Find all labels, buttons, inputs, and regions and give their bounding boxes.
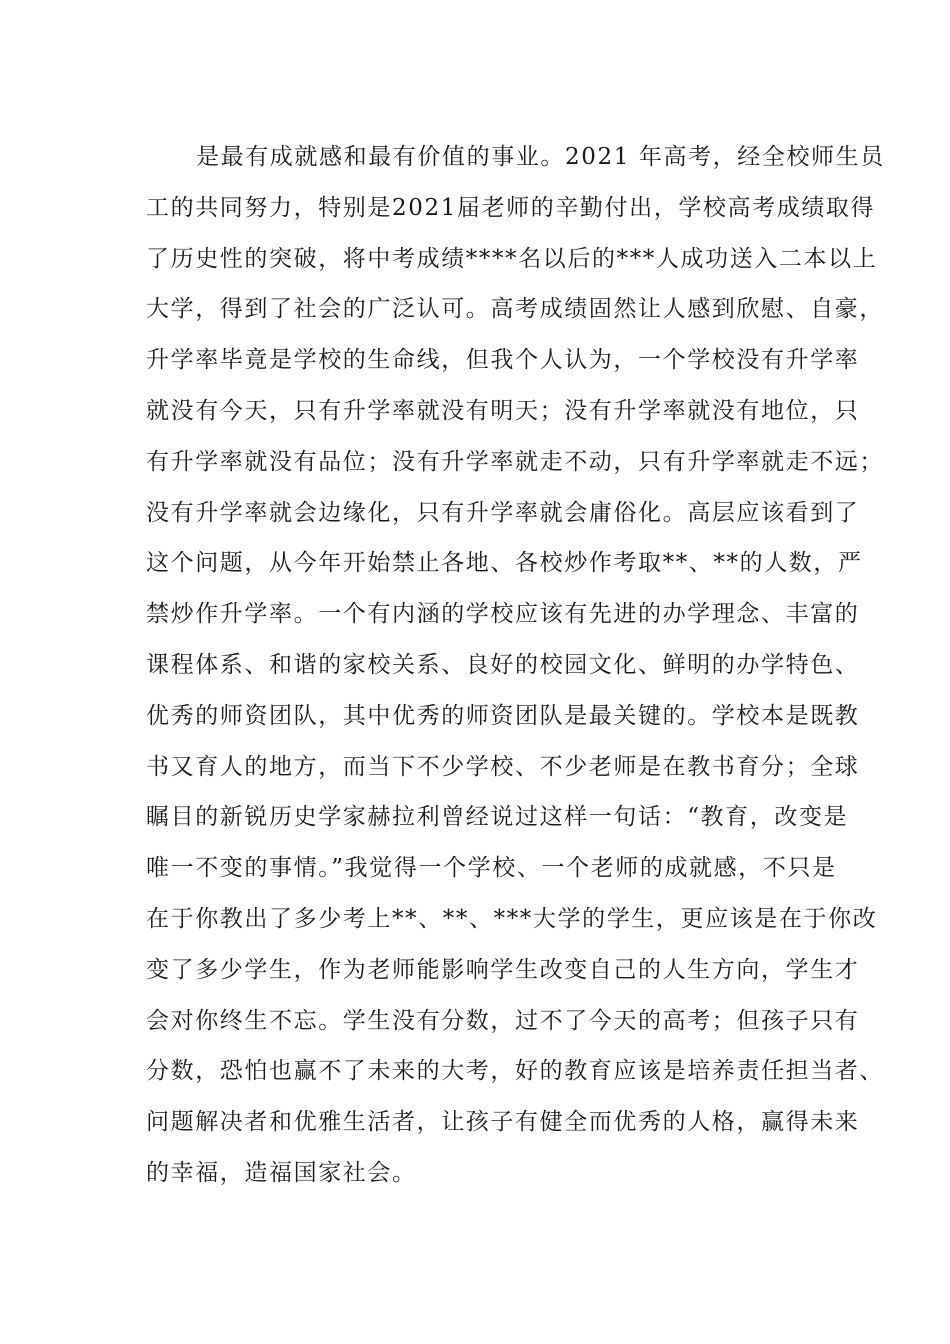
text-line: 优秀的师资团队，其中优秀的师资团队是最关键的。学校本是既教 (146, 702, 860, 729)
text-line: 就没有今天，只有升学率就没有明天；没有升学率就没有地位，只 (146, 397, 860, 424)
text-line: 分数，恐怕也赢不了未来的大考，好的教育应该是培养责任担当者、 (146, 1058, 884, 1085)
text-line: 书又育人的地方，而当下不少学校、不少老师是在教书育分；全球 (146, 753, 860, 780)
text-line: 变了多少学生，作为老师能影响学生改变自己的人生方向，学生才 (146, 956, 860, 983)
text-line: 唯一不变的事情。”我觉得一个学校、一个老师的成就感，不只是 (146, 855, 837, 882)
text-line: 是最有成就感和最有价值的事业。2021 年高考，经全校师生员 (196, 144, 885, 170)
text-line: 问题解决者和优雅生活者，让孩子有健全而优秀的人格，赢得未来 (146, 1109, 860, 1136)
text-line: 工的共同努力，特别是2021届老师的辛勤付出，学校高考成绩取得 (146, 194, 876, 221)
text-line: 的幸福，造福国家社会。 (146, 1159, 417, 1186)
text-line: 没有升学率就会边缘化，只有升学率就会庸俗化。高层应该看到了 (146, 499, 860, 526)
text-line: 禁炒作升学率。一个有内涵的学校应该有先进的办学理念、丰富的 (146, 601, 860, 628)
body-paragraph (146, 132, 885, 1199)
text-line: 在于你教出了多少考上**、**、***大学的学生，更应该是在于你改 (146, 905, 878, 932)
text-line: 升学率毕竟是学校的生命线，但我个人认为，一个学校没有升学率 (146, 347, 860, 374)
text-line: 这个问题，从今年开始禁止各地、各校炒作考取**、**的人数，严 (146, 550, 863, 577)
text-line: 大学，得到了社会的广泛认可。高考成绩固然让人感到欣慰、自豪， (146, 296, 884, 323)
text-line: 会对你终生不忘。学生没有分数，过不了今天的高考；但孩子只有 (146, 1007, 860, 1034)
text-line: 了历史性的突破，将中考成绩****名以后的***人成功送入二本以上 (146, 245, 878, 272)
text-line: 课程体系、和谐的家校关系、良好的校园文化、鲜明的办学特色、 (146, 651, 860, 678)
text-line: 瞩目的新锐历史学家赫拉利曾经说过这样一句话：“教育，改变是 (146, 804, 849, 831)
text-line: 有升学率就没有品位；没有升学率就走不动，只有升学率就走不远； (146, 448, 884, 475)
